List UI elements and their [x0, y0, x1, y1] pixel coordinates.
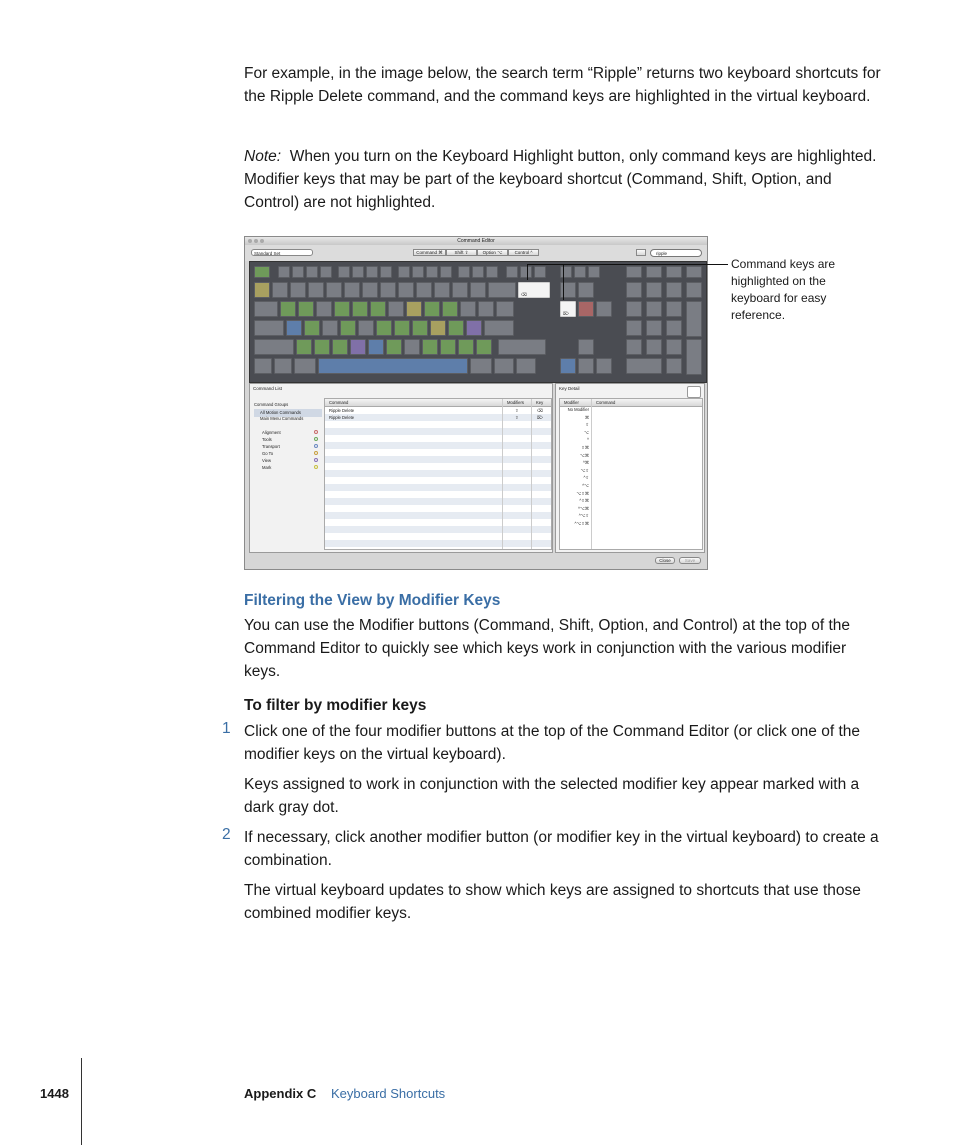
keyboard-key[interactable] — [406, 301, 422, 317]
modifier-list-item[interactable]: ^⌥ — [582, 483, 589, 488]
keyboard-key[interactable] — [344, 282, 360, 298]
footer-section-link[interactable]: Keyboard Shortcuts — [331, 1086, 446, 1101]
command-modifier-button[interactable]: Command ⌘ — [413, 249, 446, 256]
space-bar-key[interactable] — [318, 358, 468, 374]
keyboard-key[interactable] — [578, 282, 594, 298]
keyboard-key[interactable] — [280, 301, 296, 317]
keyboard-key[interactable] — [430, 320, 446, 336]
command-list-panel — [249, 383, 553, 553]
keyboard-key[interactable] — [560, 266, 572, 278]
keyboard-key[interactable] — [494, 358, 514, 374]
modifier-list-item[interactable]: ^ — [587, 437, 589, 443]
keyboard-key[interactable] — [484, 320, 514, 336]
keyboard-key[interactable] — [334, 301, 350, 317]
keyboard-key[interactable] — [646, 339, 662, 355]
note-paragraph — [244, 145, 884, 214]
section-paragraph: You can use the Modifier buttons (Command, Shift, Option, and Control) at the top of the Command Editor to quickly see which keys work in conjunction with the various modifier keys. — [244, 617, 850, 680]
keyboard-key[interactable] — [666, 282, 682, 298]
keyboard-key[interactable] — [666, 339, 682, 355]
keyboard-key[interactable] — [320, 266, 332, 278]
key-detail-table — [559, 398, 703, 550]
group-view[interactable]: View — [262, 458, 272, 463]
figure-callout: Command keys are highlighted on the keyboard for easy reference. — [731, 257, 836, 322]
keyboard-key[interactable] — [666, 320, 682, 336]
keyboard-key[interactable] — [352, 266, 364, 278]
command-list-title: Command List — [253, 386, 283, 391]
keyboard-key[interactable] — [274, 358, 292, 374]
step-number: 1 — [222, 720, 231, 737]
keyboard-key[interactable] — [404, 339, 420, 355]
modifier-list-item[interactable]: ^⌥⇧ — [578, 513, 589, 519]
option-modifier-button[interactable]: Option ⌥ — [477, 249, 508, 256]
callout-leader-drop — [563, 264, 564, 300]
keyboard-key[interactable] — [626, 339, 642, 355]
keyboard-key[interactable] — [278, 266, 290, 278]
keyboard-key[interactable] — [332, 339, 348, 355]
keyboard-key[interactable] — [350, 339, 366, 355]
keyboard-key[interactable] — [394, 320, 410, 336]
keyboard-key[interactable] — [476, 339, 492, 355]
keyboard-key[interactable] — [338, 266, 350, 278]
keyboard-key[interactable] — [496, 301, 514, 317]
keyboard-key[interactable] — [448, 320, 464, 336]
keyboard-key[interactable] — [254, 358, 272, 374]
column-header-detail-command[interactable]: Command — [596, 400, 616, 405]
keyboard-key[interactable] — [286, 320, 302, 336]
group-color-dot — [314, 465, 318, 469]
keyboard-key[interactable] — [362, 282, 378, 298]
intro-paragraph: For example, in the image below, the search term “Ripple” returns two keyboard shortcuts for the Ripple Delete command, and the command keys are highlighted in the virtual keyboard. — [244, 65, 881, 105]
modifier-list-item[interactable]: ⌥⌘ — [579, 452, 589, 458]
keyboard-key[interactable] — [458, 266, 470, 278]
forward-delete-key-glyph: ⌦ — [563, 311, 569, 316]
keyboard-key[interactable] — [440, 266, 452, 278]
keyboard-key[interactable] — [440, 339, 456, 355]
keyboard-key[interactable] — [596, 301, 612, 317]
group-transport[interactable]: Transport — [262, 444, 280, 449]
keyboard-key[interactable] — [294, 358, 316, 374]
keyboard-key[interactable] — [308, 282, 324, 298]
column-divider — [531, 399, 532, 549]
command-groups-header: Command Groups — [254, 402, 289, 407]
step-text: Click one of the four modifier buttons at the top of the Command Editor (or click one of the modifier keys on the virtual keyboard). — [244, 723, 861, 763]
keyboard-key[interactable] — [412, 320, 428, 336]
modifier-list-item[interactable]: ⌥⇧⌘ — [576, 490, 589, 496]
keyboard-key[interactable] — [386, 339, 402, 355]
step-number: 2 — [222, 826, 231, 843]
table-row-modifiers: ⇧ — [515, 415, 519, 420]
keyboard-key[interactable] — [646, 266, 662, 278]
keyboard-key[interactable] — [366, 266, 378, 278]
keyboard-key[interactable] — [442, 301, 458, 317]
modifier-list-item[interactable]: ⌘ — [584, 414, 589, 420]
note-text: When you turn on the Keyboard Highlight button, only command keys are highlighted. Modifier keys that may be part of the keyboard shortcut (Command, Shift, Option, and Control) are not highlighted. — [244, 148, 877, 211]
keyboard-key[interactable] — [322, 320, 338, 336]
keyboard-key[interactable] — [460, 301, 476, 317]
keyboard-key[interactable] — [516, 358, 536, 374]
keyboard-key[interactable] — [254, 301, 278, 317]
keyboard-key[interactable] — [578, 339, 594, 355]
virtual-keyboard — [249, 261, 707, 383]
forward-delete-key-highlighted[interactable] — [560, 301, 576, 317]
group-mark[interactable]: Mark — [262, 465, 272, 470]
keyboard-key[interactable] — [352, 301, 368, 317]
delete-key-highlighted[interactable] — [518, 282, 550, 298]
keyboard-key[interactable] — [626, 358, 662, 374]
keyboard-key[interactable] — [380, 266, 392, 278]
command-table-body — [325, 407, 551, 548]
keyboard-key[interactable] — [646, 320, 662, 336]
delete-key-glyph: ⌫ — [521, 292, 527, 297]
keyboard-key[interactable] — [292, 266, 304, 278]
keyboard-key[interactable] — [666, 358, 682, 374]
keyboard-key[interactable] — [626, 301, 642, 317]
keyboard-key[interactable] — [686, 266, 702, 278]
note-label: Note: — [244, 148, 282, 165]
section-heading: Filtering the View by Modifier Keys — [244, 592, 501, 609]
keyboard-key[interactable] — [326, 282, 342, 298]
keyboard-key[interactable] — [290, 282, 306, 298]
task-heading: To filter by modifier keys — [244, 697, 427, 714]
keyboard-key[interactable] — [560, 358, 576, 374]
table-row-key: ⌦ — [537, 415, 543, 420]
page-number: 1448 — [40, 1086, 69, 1101]
column-header-command[interactable]: Command — [329, 400, 349, 405]
key-detail-header — [560, 399, 702, 407]
table-row-key: ⌫ — [537, 408, 543, 413]
keyboard-key[interactable] — [498, 339, 546, 355]
keyboard-key[interactable] — [666, 301, 682, 317]
keyboard-key[interactable] — [466, 320, 482, 336]
callout-leader-drop — [527, 264, 528, 280]
group-color-dot — [314, 430, 318, 434]
group-go-to[interactable]: Go To — [262, 451, 274, 456]
modifier-list-item[interactable]: ^⇧ — [583, 475, 589, 481]
keyboard-key[interactable] — [370, 301, 386, 317]
keyboard-key[interactable] — [596, 358, 612, 374]
column-divider — [502, 399, 503, 549]
keyboard-key[interactable] — [686, 339, 702, 375]
keyboard-key[interactable] — [686, 282, 702, 298]
keyboard-key[interactable] — [646, 301, 662, 317]
keyboard-key[interactable] — [666, 266, 682, 278]
keyboard-key[interactable] — [424, 301, 440, 317]
keyboard-key[interactable] — [486, 266, 498, 278]
editor-toolbar — [245, 245, 707, 261]
keyboard-key[interactable] — [458, 339, 474, 355]
keyboard-key[interactable] — [422, 339, 438, 355]
key-detail-preview-box — [687, 386, 701, 398]
keyboard-key[interactable] — [306, 266, 318, 278]
keyboard-key[interactable] — [298, 301, 314, 317]
column-header-key[interactable]: Key — [536, 400, 544, 405]
modifier-list-item[interactable]: ⇧ — [585, 422, 589, 428]
keyboard-key[interactable] — [434, 282, 450, 298]
save-button[interactable]: Save — [679, 557, 701, 564]
keyboard-key[interactable] — [388, 301, 404, 317]
keyboard-key[interactable] — [470, 282, 486, 298]
keyboard-key[interactable] — [376, 320, 392, 336]
modifier-list-item[interactable]: ^⌘ — [582, 460, 589, 466]
keyboard-key[interactable] — [534, 266, 546, 278]
close-button[interactable]: Close — [655, 557, 675, 564]
column-header-modifiers[interactable]: Modifiers — [507, 400, 524, 405]
group-alignment[interactable]: Alignment — [262, 430, 281, 435]
shift-modifier-button[interactable]: Shift ⇧ — [446, 249, 477, 256]
keyboard-highlight-button[interactable] — [636, 249, 646, 256]
keyboard-key[interactable] — [478, 301, 494, 317]
keyboard-key[interactable] — [470, 358, 492, 374]
search-input[interactable]: ripple — [650, 249, 702, 257]
keyboard-key[interactable] — [398, 266, 410, 278]
keyboard-key[interactable] — [686, 301, 702, 337]
keyboard-key[interactable] — [626, 266, 642, 278]
command-table — [324, 398, 552, 550]
keyboard-key[interactable] — [398, 282, 414, 298]
key-detail-panel — [555, 383, 705, 553]
modifier-list-item[interactable]: ^⌥⇧⌘ — [574, 521, 589, 526]
keyboard-set-popup[interactable]: Standard Set — [251, 249, 313, 256]
group-main-menu-commands[interactable]: Main Menu Commands — [260, 416, 304, 421]
keyboard-key[interactable] — [574, 266, 586, 278]
callout-leader-line — [527, 264, 728, 265]
group-color-dot — [314, 437, 318, 441]
keyboard-key[interactable] — [588, 266, 600, 278]
table-row-command[interactable]: Ripple Delete — [329, 415, 355, 420]
keyboard-key[interactable] — [358, 320, 374, 336]
keyboard-key[interactable] — [520, 266, 532, 278]
keyboard-key[interactable] — [452, 282, 468, 298]
group-color-dot — [314, 458, 318, 462]
modifier-list-item[interactable]: ⌥⇧ — [580, 467, 589, 473]
group-all-motion-commands[interactable]: All Motion Commands — [260, 410, 301, 415]
step-text: If necessary, click another modifier button (or modifier key in the virtual keyboard) to create a combination. — [244, 829, 879, 869]
table-row-command[interactable]: Ripple Delete — [329, 408, 355, 413]
keyboard-key[interactable] — [254, 266, 270, 278]
keyboard-key[interactable] — [296, 339, 312, 355]
group-tools[interactable]: Tools — [262, 437, 272, 442]
modifier-list-item[interactable]: ^⇧⌘ — [579, 498, 589, 504]
column-divider — [591, 399, 592, 549]
command-table-header — [325, 399, 551, 407]
keyboard-key[interactable] — [314, 339, 330, 355]
keyboard-key[interactable] — [304, 320, 320, 336]
keyboard-key[interactable] — [506, 266, 518, 278]
keyboard-key[interactable] — [472, 266, 484, 278]
table-row-modifiers: ⇧ — [515, 408, 519, 413]
step-result: Keys assigned to work in conjunction with the selected modifier key appear marked with a dark gray dot. — [244, 776, 860, 816]
keyboard-key[interactable] — [380, 282, 396, 298]
footer-divider — [81, 1058, 82, 1145]
command-editor-screenshot — [244, 236, 708, 570]
keyboard-key[interactable] — [254, 339, 294, 355]
keyboard-key[interactable] — [254, 282, 270, 298]
keyboard-key[interactable] — [626, 282, 642, 298]
group-color-dot — [314, 451, 318, 455]
keyboard-key[interactable] — [416, 282, 432, 298]
keyboard-key[interactable] — [578, 358, 594, 374]
modifier-list-item[interactable]: ⌥ — [584, 429, 589, 435]
keyboard-key[interactable] — [340, 320, 356, 336]
footer-appendix: Appendix C — [244, 1086, 317, 1101]
modifier-list-item[interactable]: No Modifier — [567, 407, 589, 412]
keyboard-key[interactable] — [488, 282, 516, 298]
keyboard-key[interactable] — [426, 266, 438, 278]
keyboard-key[interactable] — [272, 282, 288, 298]
modifier-list-item[interactable]: ⇧⌘ — [581, 445, 589, 450]
control-modifier-button[interactable]: Control ^ — [508, 249, 539, 256]
keyboard-key[interactable] — [626, 320, 642, 336]
group-color-dot — [314, 444, 318, 448]
window-title: Command Editor — [457, 238, 495, 244]
keyboard-key[interactable] — [646, 282, 662, 298]
keyboard-key[interactable] — [316, 301, 332, 317]
key-detail-title: Key Detail — [559, 386, 580, 391]
modifier-list-item[interactable]: ^⌥⌘ — [578, 505, 589, 511]
step-result: The virtual keyboard updates to show which keys are assigned to shortcuts that use those combined modifier keys. — [244, 882, 861, 922]
keyboard-key[interactable] — [368, 339, 384, 355]
keyboard-key[interactable] — [254, 320, 284, 336]
keyboard-key[interactable] — [412, 266, 424, 278]
keyboard-key[interactable] — [578, 301, 594, 317]
column-header-modifier[interactable]: Modifier — [564, 400, 579, 405]
